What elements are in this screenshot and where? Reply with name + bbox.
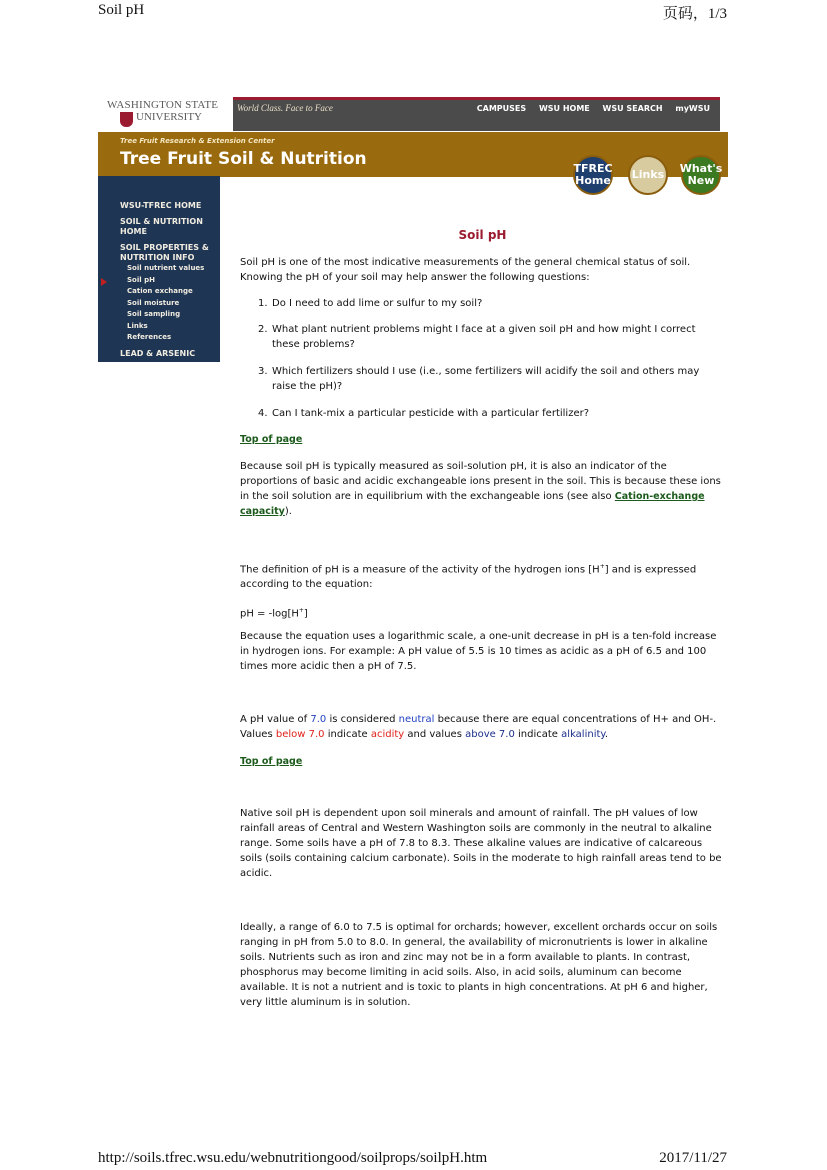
definition-superscript: + <box>599 563 605 570</box>
list-item-text: What plant nutrient problems might I face at a given soil pH and how might I correct these problems? <box>272 324 696 350</box>
sidebar-nav <box>98 176 220 362</box>
whats-new-button[interactable]: What's New <box>681 155 721 195</box>
log-scale-paragraph: Because the equation uses a logarithmic scale, a one-unit decrease in pH is a ten-fold increase in hydrogen ions. For example: A pH value of 5.5 is 10 times as acidic as a pH of 6.5 and 100 times more acidic then a pH of 7.5. <box>240 631 717 672</box>
current-page-arrow-icon <box>101 278 107 286</box>
top-of-page-link-1-wrap <box>240 432 725 447</box>
acidity-word: acidity <box>370 729 405 740</box>
print-header-title: Soil pH <box>98 2 145 18</box>
neutral-value: 7.0 <box>310 714 327 725</box>
ideal-paragraph: Ideally, a range of 6.0 to 7.5 is optimal for orchards; however, excellent orchards occur on soils ranging in pH from 5.0 to 8.0. In general, the availability of micronutrients is lower in alkaline soils. Nutrients such as iron and zinc may not be in a form available to plants. In contrast, phosphorus may become limiting in acid soils. Also, in acid soils, aluminum can become available. It is not a nutrient and is toxic to plants in high concentrations. At pH 6 and higher, very little aluminum is in solution. <box>240 922 718 1008</box>
cation-paragraph-text: Because soil pH is typically measured as soil-solution pH, it is also an indicator of the proportions of basic and acidic exchangeable ions present in the soil. This is because these ions in the soil solution are in equilibrium with the exchangeable ions (see also <box>240 461 721 502</box>
equation <box>240 603 725 621</box>
sidebar-item-soil-nutrition-home-1[interactable]: SOIL & NUTRITION <box>120 217 203 226</box>
sidebar-subitem-links[interactable]: Links <box>127 322 148 330</box>
neutral-text-1: A pH value of <box>240 714 311 725</box>
neutral-text-5: because there are equal concentrations of H+ and OH-. Values <box>240 714 717 740</box>
equation-text-end: ] <box>303 608 308 620</box>
sidebar-item-soil-nutrition-home-2[interactable]: HOME <box>120 227 147 236</box>
equation-text: pH = -log[H <box>240 608 299 620</box>
cation-paragraph <box>240 459 725 519</box>
sidebar-item-soil-properties-2[interactable]: NUTRITION INFO <box>120 253 195 262</box>
sidebar-subitem-soil-sampling[interactable]: Soil sampling <box>127 310 181 318</box>
print-footer <box>98 1150 727 1170</box>
nav-campuses[interactable]: CAMPUSES <box>476 104 527 113</box>
wsu-nav-links <box>467 104 710 113</box>
list-item-text: Can I tank-mix a particular pesticide with a particular fertilizer? <box>272 408 590 419</box>
definition-paragraph <box>240 559 725 592</box>
intro-paragraph: Soil pH is one of the most indicative measurements of the general chemical status of soil. Knowing the pH of your soil may help answer the following questions: <box>240 257 691 283</box>
print-footer-date: 2017/11/27 <box>659 1150 727 1166</box>
banner-title: Tree Fruit Soil & Nutrition <box>120 149 367 169</box>
links-button[interactable]: Links <box>628 155 668 195</box>
neutral-text-7: indicate <box>324 729 371 740</box>
nav-mywsu[interactable]: myWSU <box>675 104 710 113</box>
cation-paragraph-end: ). <box>284 506 292 517</box>
sidebar-item-soil-properties-1[interactable]: SOIL PROPERTIES & <box>120 243 209 252</box>
list-item-text: Which fertilizers should I use (i.e., some fertilizers will acidify the soil and others may raise the pH)? <box>272 366 700 392</box>
list-item-number: 3. <box>258 366 268 377</box>
print-footer-url: http://soils.tfrec.wsu.edu/webnutritiongood/soilprops/soilpH.htm <box>98 1150 488 1166</box>
wsu-logo-line1: WASHINGTON STATE <box>107 99 219 111</box>
list-item-number: 4. <box>258 408 268 419</box>
neutral-text-11: indicate <box>514 729 562 740</box>
sidebar-subitem-cation-exchange[interactable]: Cation exchange <box>127 287 193 295</box>
sidebar-item-lead-arsenic[interactable]: LEAD & ARSENIC <box>120 349 196 358</box>
top-of-page-link[interactable]: Top of page <box>240 434 303 445</box>
alkalinity-word: alkalinity <box>561 729 605 740</box>
list-item-number: 2. <box>258 324 268 335</box>
print-header-page: 页码，1/3 <box>662 6 727 22</box>
neutral-word: neutral <box>398 714 435 725</box>
sidebar-subitem-references[interactable]: References <box>127 333 172 341</box>
list-item-number: 1. <box>258 298 268 309</box>
top-of-page-link[interactable]: Top of page <box>240 756 303 767</box>
native-paragraph: Native soil pH is dependent upon soil minerals and amount of rainfall. The pH values of low rainfall areas of Central and Western Washington soils are commonly in the neutral to alkaline range. Some soils have a pH of 7.8 to 8.3. These alkaline values are indicative of calcareous soils (soils containing calcium carbonate). Soils in the moderate to high rainfall areas tend to be acidic. <box>240 808 722 879</box>
tfrec-home-button[interactable]: TFREC Home <box>573 155 613 195</box>
definition-text: The definition of pH is a measure of the activity of the hydrogen ions [H <box>240 564 600 576</box>
list-item-text: Do I need to add lime or sulfur to my soil? <box>272 298 483 309</box>
sidebar-subitem-soil-moisture[interactable]: Soil moisture <box>127 299 180 307</box>
wsu-top-nav <box>233 97 720 131</box>
wsu-logo[interactable] <box>98 97 233 131</box>
definition-text-end: ] and is expressed according to the equation: <box>240 564 697 591</box>
sidebar-subitem-soil-nutrient-values[interactable]: Soil nutrient values <box>127 264 205 272</box>
equation-superscript: + <box>298 607 304 614</box>
nav-wsu-search[interactable]: WSU SEARCH <box>602 104 663 113</box>
banner-subtitle: Tree Fruit Research & Extension Center <box>120 137 275 145</box>
wsu-seal-icon <box>120 112 133 127</box>
wsu-logo-line2: UNIVERSITY <box>136 111 202 123</box>
sidebar-item-wsu-tfrec-home[interactable]: WSU-TFREC HOME <box>120 201 202 210</box>
neutral-text-3: is considered <box>326 714 399 725</box>
below-value: below 7.0 <box>275 729 325 740</box>
cation-exchange-link[interactable]: Cation-exchange capacity <box>240 491 705 517</box>
sidebar-subitem-soil-ph[interactable]: Soil pH <box>127 276 155 284</box>
neutral-paragraph <box>240 712 725 742</box>
wsu-header-bar <box>98 97 720 131</box>
wsu-tagline: World Class. Face to Face <box>237 103 333 113</box>
above-value: above 7.0 <box>465 729 515 740</box>
top-of-page-link-2-wrap <box>240 754 725 769</box>
page-title: Soil pH <box>458 228 507 242</box>
neutral-text-13: . <box>604 729 609 740</box>
neutral-text-9: and values <box>404 729 466 740</box>
nav-wsu-home[interactable]: WSU HOME <box>538 104 590 113</box>
print-header <box>98 0 727 20</box>
